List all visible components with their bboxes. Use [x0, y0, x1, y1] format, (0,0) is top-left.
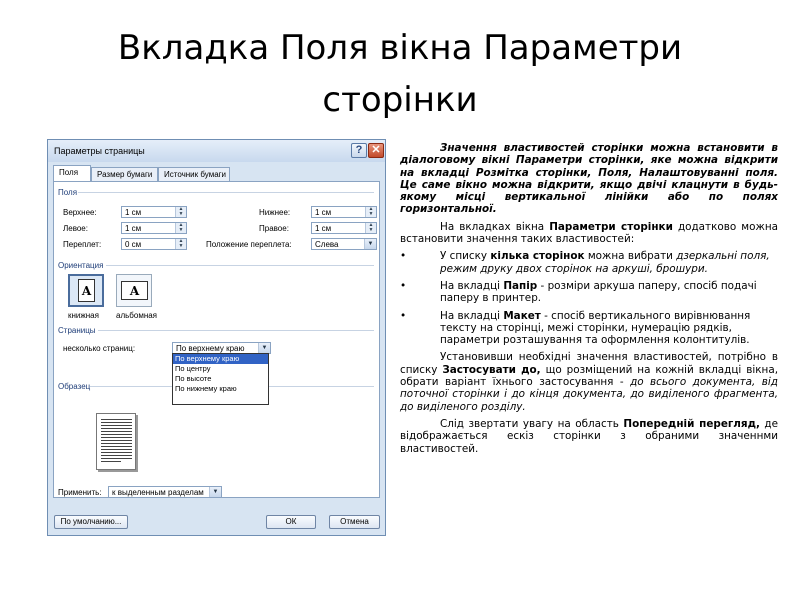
apply-to-select[interactable] — [108, 486, 222, 498]
preview-section-label: Образец — [58, 382, 91, 391]
help-button[interactable] — [351, 143, 367, 158]
paragraph-tabs: На вкладках вікна Параметри сторінки додатково можна встановити значення таких властивостей: — [400, 220, 778, 246]
right-margin-label: Правое: — [259, 224, 289, 233]
preview-line — [101, 443, 132, 444]
paragraph-preview: Слід звертати увагу на область Попередній перегляд, де відображається ескіз сторінки з обраними значеннми властивостей. — [400, 417, 778, 455]
page-preview — [96, 413, 136, 470]
gutter-position-select[interactable] — [311, 238, 377, 250]
section-divider — [78, 192, 374, 193]
landscape-button[interactable] — [116, 274, 152, 307]
gutter-value: 0 см — [125, 240, 142, 249]
tab-pane — [53, 181, 380, 498]
slide-title — [0, 22, 800, 126]
dropdown-option[interactable]: По центру — [175, 364, 211, 373]
gutter-position-label: Положение переплета: — [206, 240, 292, 249]
dropdown-option[interactable]: По высоте — [175, 374, 212, 383]
top-margin-label: Верхнее: — [63, 208, 97, 217]
spinner-arrows-icon[interactable]: ▲ ▼ — [175, 239, 186, 249]
paragraph-apply: Установивши необхідні значення властивостей, потрібно в списку Застосувати до, що розміщений на кожній вкладці вікна, обрати варіант їхнього застосування - до всього документа, від поточної сторінки і до кінця документа, до виділеного фрагмента, до виділеного розділу. — [400, 351, 778, 413]
chevron-down-icon[interactable]: ▼ — [364, 239, 376, 249]
portrait-page-icon: A — [78, 279, 95, 302]
chevron-down-icon[interactable]: ▼ — [209, 487, 221, 497]
gutter-label: Переплет: — [63, 240, 102, 249]
multiple-pages-label: несколько страниц: — [63, 344, 136, 353]
preview-line — [101, 440, 132, 441]
spinner-arrows-icon[interactable]: ▲ ▼ — [365, 207, 376, 217]
apply-to-label: Применить: — [58, 488, 102, 497]
section-divider — [98, 330, 374, 331]
bottom-margin-value: 1 см — [315, 208, 332, 217]
tab-paper-size[interactable]: Размер бумаги — [91, 167, 158, 181]
slide-title-line1: Вкладка Поля вікна Параметри — [117, 28, 683, 68]
landscape-page-icon: A — [121, 281, 148, 300]
preview-line — [101, 431, 132, 432]
right-margin-input[interactable] — [311, 222, 377, 234]
page-setup-dialog — [47, 139, 386, 536]
bottom-margin-label: Нижнее: — [259, 208, 291, 217]
preview-line — [101, 449, 132, 450]
multiple-pages-value: По верхнему краю — [176, 344, 245, 353]
default-button[interactable]: По умолчанию... — [54, 515, 128, 529]
preview-line — [101, 419, 132, 420]
dropdown-option[interactable]: По нижнему краю — [175, 384, 237, 393]
bullet-item: • На вкладці Макет - спосіб вертикального вирівнювання тексту на сторінці, межі сторінки, нумерацію рядків, параметри розташування та оформлення колонтитулів. — [400, 309, 751, 347]
close-button[interactable] — [368, 143, 384, 158]
paragraph-intro: Значення властивостей сторінки можна встановити в діалоговому вікні Параметри сторінки, яке можна відкрити на вкладці Розмітка сторінки, Поля, Налаштовуванні поля. Це саме вікно можна відкрити, якщо двічі клацнути в будь-якому місці вертикальної лінійки або по полях горизонтальної. — [400, 142, 778, 216]
left-margin-input[interactable] — [121, 222, 187, 234]
tab-margins[interactable]: Поля — [53, 165, 91, 182]
spinner-arrows-icon[interactable]: ▲ ▼ — [365, 223, 376, 233]
dialog-titlebar[interactable] — [48, 140, 385, 162]
spinner-arrows-icon[interactable]: ▲ ▼ — [175, 223, 186, 233]
preview-line — [101, 437, 132, 438]
top-margin-input[interactable] — [121, 206, 187, 218]
preview-line — [101, 452, 132, 453]
portrait-label: книжная — [68, 311, 99, 320]
preview-line — [101, 458, 132, 459]
close-icon: ✕ — [371, 144, 381, 156]
dialog-title: Параметры страницы — [54, 146, 145, 156]
bottom-margin-input[interactable] — [311, 206, 377, 218]
right-margin-value: 1 см — [315, 224, 332, 233]
bullet-item: • На вкладці Папір - розміри аркуша паперу, спосіб подачі паперу в принтер. — [400, 279, 757, 305]
top-margin-value: 1 см — [125, 208, 142, 217]
preview-line — [101, 434, 132, 435]
gutter-position-value: Слева — [315, 240, 339, 249]
orientation-section-label: Ориентация — [58, 261, 104, 270]
preview-line — [101, 425, 132, 426]
ok-button[interactable]: ОК — [266, 515, 316, 529]
apply-to-value: к выделенным разделам — [112, 488, 204, 497]
preview-line — [101, 422, 132, 423]
tab-paper-source[interactable]: Источник бумаги — [158, 167, 230, 181]
margins-section-label: Поля — [58, 188, 78, 197]
portrait-button[interactable] — [68, 274, 104, 307]
preview-line — [101, 455, 132, 456]
question-mark-icon: ? — [355, 144, 363, 156]
preview-line — [101, 446, 132, 447]
section-divider — [106, 265, 374, 266]
preview-line — [101, 461, 121, 462]
dropdown-option[interactable]: По верхнему краю — [173, 354, 268, 364]
preview-line — [101, 428, 132, 429]
left-margin-label: Левое: — [63, 224, 88, 233]
landscape-label: альбомная — [116, 311, 158, 320]
slide-title-line2: сторінки — [322, 80, 478, 120]
cancel-button[interactable]: Отмена — [329, 515, 380, 529]
left-margin-value: 1 см — [125, 224, 142, 233]
gutter-input[interactable] — [121, 238, 187, 250]
chevron-down-icon[interactable]: ▼ — [258, 343, 270, 353]
spinner-arrows-icon[interactable]: ▲ ▼ — [175, 207, 186, 217]
slide-body-text — [400, 142, 778, 460]
pages-section-label: Страницы — [58, 326, 96, 335]
bullet-item: • У списку кілька сторінок можна вибрати дзеркальні поля, режим друку двох сторінок на аркуші, брошури. — [400, 250, 770, 275]
multiple-pages-dropdown[interactable] — [172, 353, 269, 405]
